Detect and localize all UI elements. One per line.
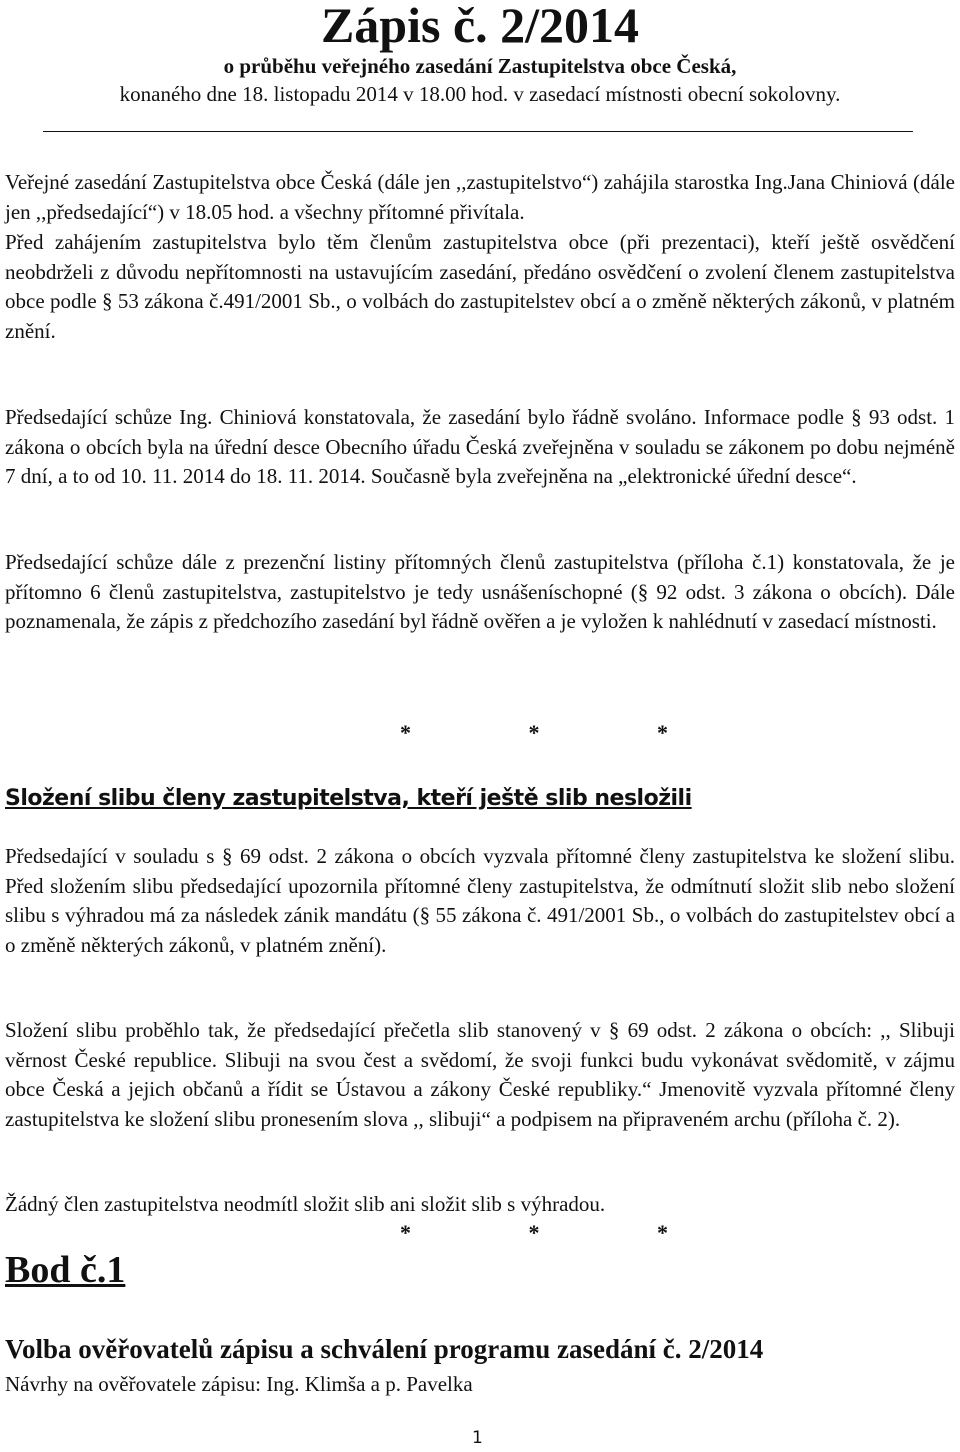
oath-call-paragraph-block (5, 842, 955, 960)
oath-call-paragraph: Předsedající v souladu s § 69 odst. 2 zákona o obcích vyzvala přítomné členy zastupitelstva ke složení slibu. Před složením slibu předsedající upozornila přítomné členy zastupitelstva, že odmítnutí složit slib nebo složení slibu s výhradou má za následek zánik mandátu (§ 55 zákona č. 491/2001 Sb., o volbách do zastupitelstev obcí a o změně některých zákonů, v platném znění). (5, 844, 955, 957)
oath-result-paragraph: Žádný člen zastupitelstva neodmítl složit slib ani složit slib s výhradou. (5, 1192, 606, 1216)
item-heading: Volba ověřovatelů zápisu a schválení programu zasedání č. 2/2014 (5, 1334, 764, 1364)
certificates-paragraph-block (5, 228, 955, 346)
certificates-paragraph: Před zahájením zastupitelstva bylo těm členům zastupitelstva obce (při prezentaci), kteří ještě osvědčení neobdrželi z důvodu nepřítomnosti na ustavujícím zasedání, předáno osvědčení o zvolení členem zastupitelstva obce podle § 53 zákona č.491/2001 Sb., o volbách do zastupitelstev obcí a o změně některých zákonů, v platném znění. (5, 230, 955, 343)
quorum-paragraph-block (5, 548, 955, 637)
document-meeting-info: konaného dne 18. listopadu 2014 v 18.00 hod. v zasedací místnosti obecní sokolovny. (119, 82, 841, 106)
oath-section-heading: Složení slibu členy zastupitelstva, kteří ještě slib nesložili (5, 786, 692, 811)
opening-paragraph: Veřejné zasedání Zastupitelstva obce Česká (dále jen ,,zastupitelstvo“) zahájila starostka Ing.Jana Chiniová (dále jen ,,předsedající“) v 18.05 hod. a všechny přítomné přivítala. (5, 170, 955, 224)
document-subtitle: o průběhu veřejného zasedání Zastupitelstva obce Česká, (223, 54, 737, 78)
convened-paragraph-block (5, 403, 955, 492)
oath-result-paragraph-block (5, 1190, 955, 1220)
item-label: Bod č.1 (5, 1249, 126, 1291)
oath-process-paragraph-block (5, 1016, 955, 1134)
separator-stars-2: * * * (400, 1220, 724, 1245)
document-title: Zápis č. 2/2014 (320, 0, 640, 53)
oath-process-paragraph: Složení slibu proběhlo tak, že předsedající přečetla slib stanovený v § 69 odst. 2 zákona o obcích: ,, Slibuji věrnost České republice. Slibuji na svou čest a svědomí, že svoji funkci budu vykonávat svědomitě, v zájmu obce Česká a jejich občanů a řídit se Ústavou a zákony České republiky.“ Jmenovitě vyzvala přítomné členy zastupitelstva ke složení slibu pronesením slova ,, slibuji“ a podpisem na připraveném archu (příloha č. 2). (5, 1018, 955, 1131)
page-number: 1 (472, 1428, 483, 1448)
document-page (5, 0, 955, 108)
convened-paragraph: Předsedající schůze Ing. Chiniová konstatovala, že zasedání bylo řádně svoláno. Informace podle § 93 odst. 1 zákona o obcích byla na úřední desce Obecního úřadu Česká zveřejněna v souladu se zákonem po dobu nejméně 7 dní, a to od 10. 11. 2014 do 18. 11. 2014. Současně byla zveřejněna na „elektronické úřední desce“. (5, 405, 955, 488)
opening-paragraph-block (5, 168, 955, 227)
item-verifiers-line: Návrhy na ověřovatele zápisu: Ing. Klimša a p. Pavelka (5, 1372, 473, 1396)
header-rule (43, 131, 913, 132)
separator-stars-1: * * * (400, 720, 724, 745)
quorum-paragraph: Předsedající schůze dále z prezenční listiny přítomných členů zastupitelstva (příloha č.1) konstatovala, že je přítomno 6 členů zastupitelstva, zastupitelstvo je tedy usnášeníschopné (§ 92 odst. 3 zákona o obcích). Dále poznamenala, že zápis z předchozího zasedání byl řádně ověřen a je vyložen k nahlédnutí v zasedací místnosti. (5, 550, 955, 633)
